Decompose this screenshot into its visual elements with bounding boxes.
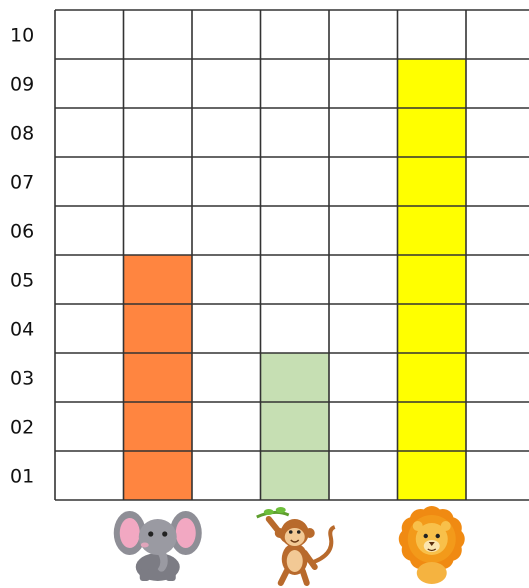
y-tick-label: 01: [10, 465, 35, 488]
y-tick-label: 05: [10, 269, 35, 292]
lion-icon: [399, 506, 465, 584]
y-tick-label: 09: [10, 73, 35, 96]
bar-lion: [398, 59, 467, 500]
category-icons: [114, 506, 465, 584]
bar-elephant: [124, 255, 193, 500]
y-tick-label: 06: [10, 220, 35, 243]
y-tick-label: 03: [10, 367, 35, 390]
y-axis-ticks: [10, 25, 34, 488]
y-tick-label: 10: [10, 24, 35, 47]
elephant-icon: [114, 511, 202, 581]
y-tick-label: 02: [10, 416, 35, 439]
monkey-icon: [257, 507, 335, 583]
bars: [124, 59, 467, 500]
y-tick-label: 07: [10, 171, 35, 194]
y-tick-label: 04: [10, 318, 35, 341]
y-tick-label: 08: [10, 122, 35, 145]
bar-monkey: [261, 353, 330, 500]
